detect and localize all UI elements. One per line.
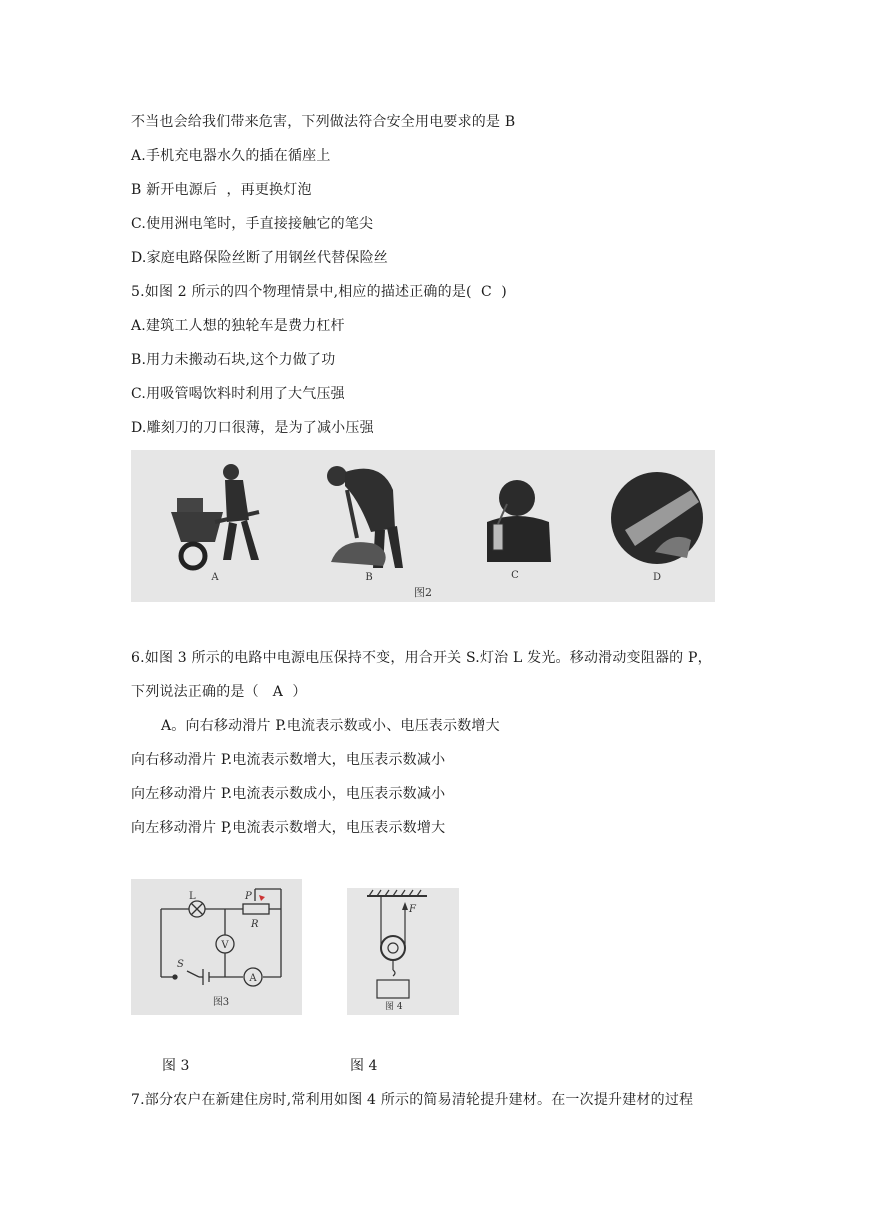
person-lifting-stone-illustration xyxy=(327,466,403,568)
figure-4-pulley xyxy=(347,888,459,1015)
fig2-caption: 图2 xyxy=(414,586,432,599)
q5-option-b: B.用力未搬动石块,这个力做了功 xyxy=(131,352,336,368)
q6-option-a: A。向右移动滑片 P.电流表示数或小、电压表示数增大 xyxy=(161,718,500,734)
fig2-label-a: A xyxy=(211,572,219,583)
figure-3-circuit xyxy=(131,879,302,1015)
option-c-text: C.使用洲电笔时，手直接接触它的笔尖 xyxy=(131,216,374,232)
text-line-1: 不当也会给我们带来危害，下列做法符合安全用电要求的是 B xyxy=(131,114,516,130)
fig2-label-b: B xyxy=(365,572,373,583)
q6-option-d: 向左移动滑片 P,电流表示数增大，电压表示数增大 xyxy=(131,820,446,836)
wheelbarrow-illustration xyxy=(171,464,259,568)
slider-label: P xyxy=(245,891,252,902)
fig2-label-d: D xyxy=(652,572,662,583)
caption-figure-3: 图 3 xyxy=(162,1058,190,1074)
q5-option-a: A.建筑工人想的独轮车是费力杠杆 xyxy=(131,318,345,334)
q5-option-d: D.雕刻刀的刀口很薄，是为了减小压强 xyxy=(131,420,374,436)
option-a-text: A.手机充电器水久的插在循座上 xyxy=(131,148,331,164)
force-label: F xyxy=(409,904,416,915)
question-6-cont: 下列说法正确的是（ A ） xyxy=(131,684,307,700)
option-d-text: D.家庭电路保险丝断了用钢丝代替保险丝 xyxy=(131,250,388,266)
question-6: 6.如图 3 所示的电路中电源电压保持不变，用合开关 S.灯治 L 发光。移动滑动变阻器的 P， xyxy=(131,650,712,666)
fig4-inner-caption: 图 4 xyxy=(385,1002,403,1012)
fig2-label-c: C xyxy=(511,570,519,581)
ammeter-label: A xyxy=(249,973,257,984)
boy-drinking-straw-illustration xyxy=(487,480,551,562)
lamp-label: L xyxy=(189,891,196,902)
q5-option-c: C.用吸管喝饮料时利用了大气压强 xyxy=(131,386,345,402)
voltmeter-label: V xyxy=(221,940,229,951)
q6-option-c: 向左移动滑片 P.电流表示数成小，电压表示数减小 xyxy=(131,786,446,802)
fig3-inner-caption: 图3 xyxy=(212,997,230,1008)
question-5: 5.如图 2 所示的四个物理情景中,相应的描述正确的是( C ) xyxy=(131,284,507,300)
engraving-knife-illustration xyxy=(611,472,703,564)
resistor-label: R xyxy=(251,919,259,930)
figure-2-image xyxy=(131,450,715,602)
switch-label: S xyxy=(177,959,184,970)
q6-option-b: 向右移动滑片 P.电流表示数增大，电压表示数减小 xyxy=(131,752,446,768)
option-b-text: B 新开电源后 ，再更换灯泡 xyxy=(131,182,312,198)
question-7: 7.部分农户在新建住房时,常利用如图 4 所示的简易清轮提升建材。在一次提升建材的过程 xyxy=(131,1092,694,1108)
caption-figure-4: 图 4 xyxy=(350,1058,378,1074)
